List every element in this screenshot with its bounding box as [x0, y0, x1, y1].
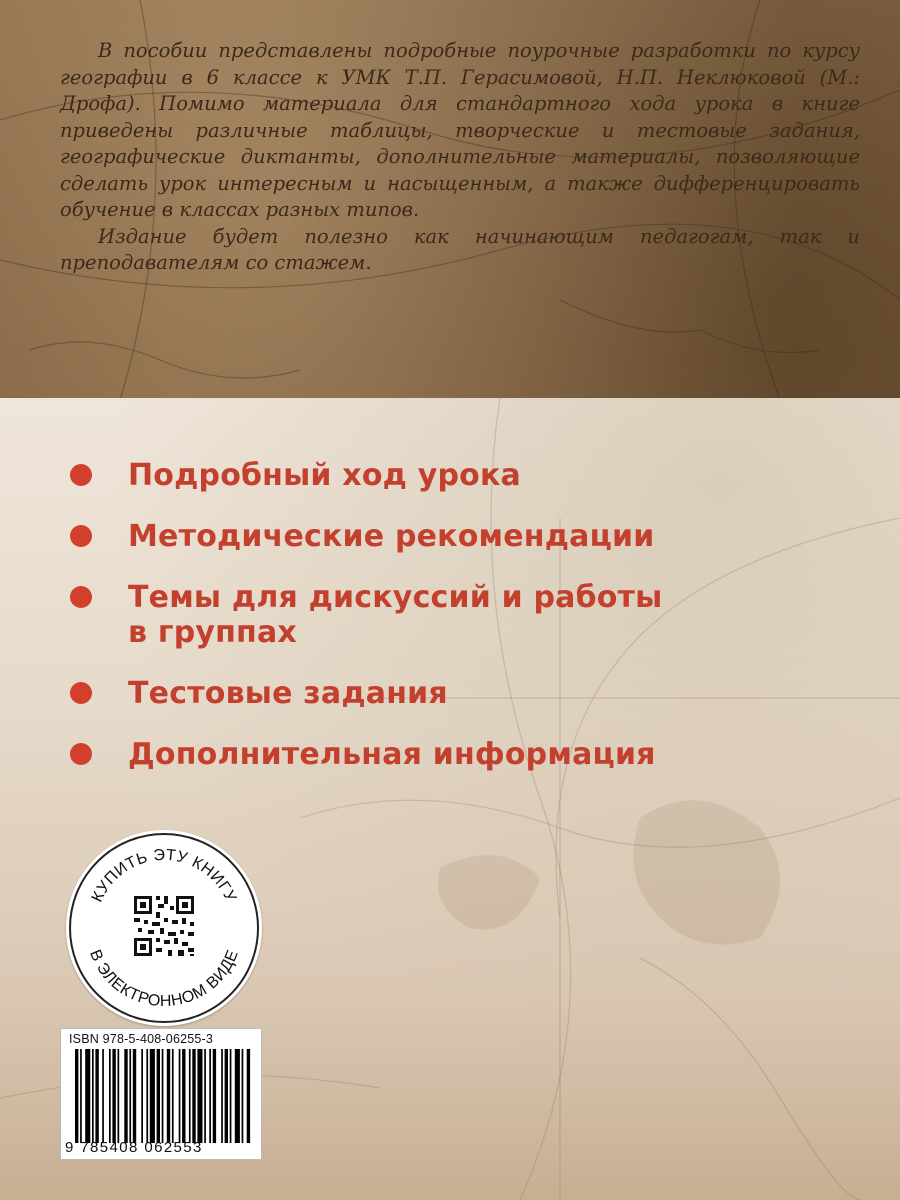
- barcode-bar: [192, 1049, 195, 1143]
- barcode-graphic: [75, 1049, 257, 1143]
- barcode-bar: [124, 1049, 127, 1143]
- feature-item: [70, 737, 688, 772]
- barcode-bar: [146, 1049, 148, 1143]
- barcode-bar: [162, 1049, 164, 1143]
- barcode-bar: [157, 1049, 160, 1143]
- barcode-bar: [172, 1049, 174, 1143]
- badge-bottom-text: В ЭЛЕКТРОННОМ ВИДЕ: [86, 947, 242, 1011]
- barcode-bar: [221, 1049, 223, 1143]
- bullet-icon: [70, 743, 92, 765]
- barcode-bar: [92, 1049, 94, 1143]
- features-panel: [0, 398, 900, 1200]
- barcode-bar: [204, 1049, 206, 1143]
- buy-ebook-badge[interactable]: [66, 830, 262, 1026]
- description-paragraph-2: Издание будет полезно как начинающим педагогам, так и преподавателям со стажем.: [60, 224, 860, 274]
- barcode-bar: [118, 1049, 120, 1143]
- barcode-bar: [75, 1049, 78, 1143]
- badge-top-text: КУПИТЬ ЭТУ КНИГУ: [88, 846, 240, 905]
- ean-digits: 9 785408 062553: [65, 1139, 203, 1156]
- bullet-icon: [70, 464, 92, 486]
- barcode-bar: [179, 1049, 181, 1143]
- barcode-bar: [242, 1049, 244, 1143]
- barcode-bar: [225, 1049, 228, 1143]
- isbn-barcode-block: [60, 1028, 262, 1160]
- bullet-icon: [70, 525, 92, 547]
- barcode-bar: [85, 1049, 90, 1143]
- barcode-bar: [112, 1049, 115, 1143]
- feature-label: Дополнительная информация: [128, 737, 656, 772]
- description-text: [60, 38, 860, 277]
- barcode-bar: [213, 1049, 216, 1143]
- barcode-bar: [189, 1049, 191, 1143]
- barcode-bar: [197, 1049, 202, 1143]
- barcode-bar: [109, 1049, 111, 1143]
- bullet-icon: [70, 682, 92, 704]
- barcode-bar: [102, 1049, 104, 1143]
- bullet-icon: [70, 586, 92, 608]
- barcode-bar: [141, 1049, 143, 1143]
- barcode-bar: [235, 1049, 240, 1143]
- feature-item: [70, 676, 688, 711]
- feature-list: [70, 458, 688, 798]
- barcode-bar: [247, 1049, 250, 1143]
- barcode-bar: [129, 1049, 131, 1143]
- feature-item: [70, 458, 688, 493]
- badge-graphic: [66, 830, 262, 1026]
- description-paragraph-1: В пособии представлены подробные поурочные разработки по курсу географии в 6 классе к УМК Т.П. Герасимовой, Н.П. Неклюковой (М.: Дрофа). Помимо материала для стандартного хода урока в книге приведены различные таблицы, творческие и тестовые задания, географические диктанты, дополнительные материалы, позволяющие сделать урок интересным и насыщенным, а также дифференцировать обучение в классах разных типов.: [60, 39, 860, 221]
- barcode-bar: [80, 1049, 82, 1143]
- barcode-bar: [209, 1049, 211, 1143]
- qr-code-icon[interactable]: [132, 894, 196, 958]
- barcode-bar: [133, 1049, 136, 1143]
- feature-label: Методические рекомендации: [128, 519, 655, 554]
- barcode-bar: [95, 1049, 98, 1143]
- feature-label: Темы для дискуссий и работы в группах: [128, 580, 663, 650]
- barcode-bar: [167, 1049, 170, 1143]
- feature-label: Тестовые задания: [128, 676, 448, 711]
- feature-item: [70, 580, 688, 650]
- feature-label: Подробный ход урока: [128, 458, 521, 493]
- feature-item: [70, 519, 688, 554]
- barcode-bar: [150, 1049, 155, 1143]
- barcode-bar: [230, 1049, 232, 1143]
- barcode-bar: [182, 1049, 185, 1143]
- isbn-label: ISBN 978-5-408-06255-3: [69, 1032, 214, 1046]
